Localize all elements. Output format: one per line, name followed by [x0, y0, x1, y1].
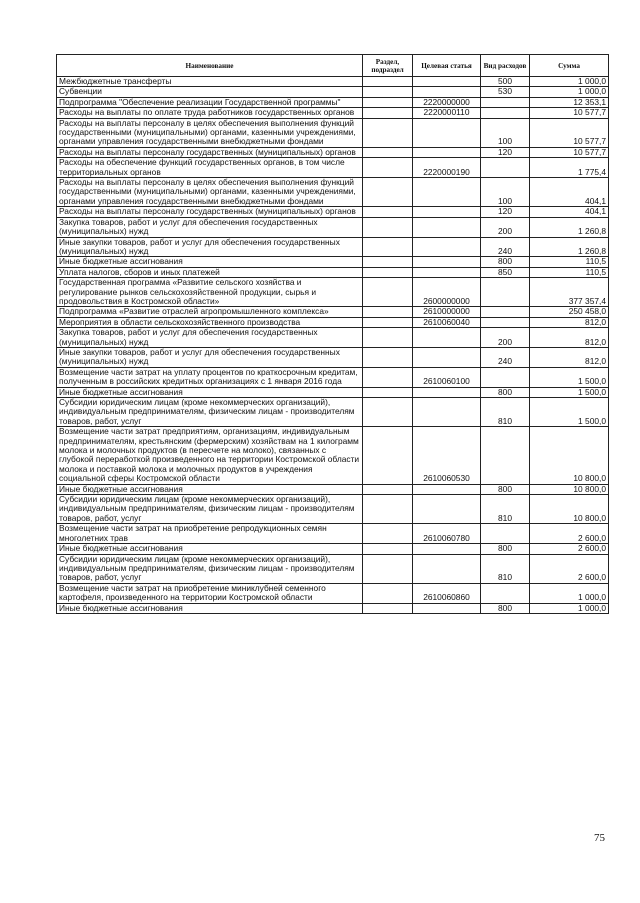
cell-section — [363, 328, 413, 348]
table-row — [57, 207, 609, 217]
cell-name: Возмещение части затрат на уплату процентов по краткосрочным кредитам, полученным в российских кредитных организациях с 1 января 2016 года — [57, 367, 363, 387]
cell-name: Субсидии юридическим лицам (кроме некоммерческих организаций), индивидуальным предпринимателям, физическим лицам - производителям товаров, работ, услуг — [57, 554, 363, 583]
cell-section — [363, 118, 413, 147]
table-row — [57, 307, 609, 317]
cell-expense-type — [481, 317, 530, 327]
cell-name: Мероприятия в области сельскохозяйственного производства — [57, 317, 363, 327]
table-row — [57, 118, 609, 147]
cell-name: Иные бюджетные ассигнования — [57, 544, 363, 554]
cell-expense-type: 810 — [481, 398, 530, 427]
cell-sum: 10 577,7 — [530, 147, 609, 157]
cell-sum: 1 260,8 — [530, 217, 609, 237]
table-row — [57, 544, 609, 554]
cell-sum: 12 353,1 — [530, 97, 609, 107]
cell-section — [363, 603, 413, 613]
cell-expense-type: 240 — [481, 347, 530, 367]
cell-article — [413, 77, 481, 87]
cell-expense-type: 500 — [481, 77, 530, 87]
header-section: Раздел, подраздел — [363, 55, 413, 77]
cell-expense-type: 800 — [481, 257, 530, 267]
header-sum: Сумма — [530, 55, 609, 77]
cell-name: Государственная программа «Развитие сельского хозяйства и регулирование рынков сельскохозяйственной продукции, сырья и продовольствия в Костромской области» — [57, 278, 363, 307]
cell-sum: 404,1 — [530, 178, 609, 207]
table-header-row — [57, 55, 609, 77]
cell-sum: 1 500,0 — [530, 387, 609, 397]
cell-article — [413, 267, 481, 277]
cell-sum: 812,0 — [530, 317, 609, 327]
table-row — [57, 257, 609, 267]
cell-expense-type — [481, 367, 530, 387]
cell-article: 2220000000 — [413, 97, 481, 107]
cell-article — [413, 484, 481, 494]
cell-expense-type: 850 — [481, 267, 530, 277]
header-name: Наименование — [57, 55, 363, 77]
cell-section — [363, 544, 413, 554]
cell-expense-type — [481, 158, 530, 178]
cell-sum: 10 800,0 — [530, 427, 609, 484]
table-row — [57, 484, 609, 494]
cell-section — [363, 207, 413, 217]
cell-article: 2220000190 — [413, 158, 481, 178]
cell-name: Уплата налогов, сборов и иных платежей — [57, 267, 363, 277]
cell-section — [363, 257, 413, 267]
cell-expense-type: 200 — [481, 328, 530, 348]
cell-section — [363, 87, 413, 97]
table-row — [57, 158, 609, 178]
cell-sum: 110,5 — [530, 267, 609, 277]
cell-expense-type: 120 — [481, 147, 530, 157]
cell-expense-type — [481, 427, 530, 484]
cell-expense-type — [481, 583, 530, 603]
cell-sum: 10 577,7 — [530, 108, 609, 118]
cell-section — [363, 217, 413, 237]
cell-name: Субсидии юридическим лицам (кроме некоммерческих организаций), индивидуальным предпринимателям, физическим лицам - производителям товаров, работ, услуг — [57, 398, 363, 427]
cell-expense-type: 810 — [481, 495, 530, 524]
table-row — [57, 317, 609, 327]
cell-section — [363, 554, 413, 583]
cell-section — [363, 77, 413, 87]
cell-section — [363, 147, 413, 157]
cell-name: Иные бюджетные ассигнования — [57, 484, 363, 494]
cell-article: 2610060860 — [413, 583, 481, 603]
cell-name: Расходы на выплаты персоналу государственных (муниципальных) органов — [57, 147, 363, 157]
cell-section — [363, 367, 413, 387]
cell-name: Расходы на выплаты персоналу государственных (муниципальных) органов — [57, 207, 363, 217]
cell-name: Иные бюджетные ассигнования — [57, 257, 363, 267]
cell-sum: 2 600,0 — [530, 524, 609, 544]
cell-expense-type: 100 — [481, 178, 530, 207]
cell-section — [363, 278, 413, 307]
cell-expense-type: 530 — [481, 87, 530, 97]
cell-expense-type — [481, 108, 530, 118]
cell-sum: 10 577,7 — [530, 118, 609, 147]
cell-section — [363, 427, 413, 484]
cell-article — [413, 554, 481, 583]
cell-article: 2220000110 — [413, 108, 481, 118]
cell-name: Расходы на выплаты персоналу в целях обеспечения выполнения функций государственными (муниципальными) органами, казенными учреждениями, органами управления государственными внебюджетными фондами — [57, 178, 363, 207]
cell-sum: 1 000,0 — [530, 87, 609, 97]
table-row — [57, 147, 609, 157]
cell-article — [413, 387, 481, 397]
cell-sum: 2 600,0 — [530, 544, 609, 554]
cell-name: Субвенции — [57, 87, 363, 97]
table-row — [57, 328, 609, 348]
cell-name: Расходы на выплаты по оплате труда работников государственных органов — [57, 108, 363, 118]
cell-article — [413, 328, 481, 348]
cell-section — [363, 108, 413, 118]
cell-sum: 1 000,0 — [530, 583, 609, 603]
cell-sum: 812,0 — [530, 347, 609, 367]
cell-article — [413, 87, 481, 97]
cell-name: Иные закупки товаров, работ и услуг для обеспечения государственных (муниципальных) нужд — [57, 347, 363, 367]
table-row — [57, 583, 609, 603]
cell-name: Субсидии юридическим лицам (кроме некоммерческих организаций), индивидуальным предпринимателям, физическим лицам - производителям товаров, работ, услуг — [57, 495, 363, 524]
cell-name: Расходы на обеспечение функций государственных органов, в том числе территориальных органов — [57, 158, 363, 178]
table-row — [57, 398, 609, 427]
cell-article — [413, 178, 481, 207]
table-row — [57, 278, 609, 307]
table-row — [57, 427, 609, 484]
cell-article — [413, 544, 481, 554]
cell-article — [413, 347, 481, 367]
cell-article — [413, 495, 481, 524]
cell-name: Расходы на выплаты персоналу в целях обеспечения выполнения функций государственными (муниципальными) органами, казенными учреждениями, органами управления государственными внебюджетными фондами — [57, 118, 363, 147]
table-row — [57, 77, 609, 87]
cell-sum: 250 458,0 — [530, 307, 609, 317]
cell-section — [363, 97, 413, 107]
cell-article: 2610060530 — [413, 427, 481, 484]
table-row — [57, 178, 609, 207]
cell-sum: 2 600,0 — [530, 554, 609, 583]
cell-name: Иные бюджетные ассигнования — [57, 387, 363, 397]
cell-section — [363, 237, 413, 257]
cell-section — [363, 178, 413, 207]
cell-sum: 404,1 — [530, 207, 609, 217]
cell-expense-type: 800 — [481, 484, 530, 494]
cell-expense-type: 200 — [481, 217, 530, 237]
cell-section — [363, 267, 413, 277]
cell-section — [363, 387, 413, 397]
table-row — [57, 108, 609, 118]
cell-expense-type: 100 — [481, 118, 530, 147]
cell-name: Подпрограмма "Обеспечение реализации Государственной программы" — [57, 97, 363, 107]
cell-section — [363, 307, 413, 317]
cell-sum: 10 800,0 — [530, 484, 609, 494]
cell-section — [363, 347, 413, 367]
table-row — [57, 217, 609, 237]
cell-expense-type: 240 — [481, 237, 530, 257]
cell-sum: 110,5 — [530, 257, 609, 267]
cell-expense-type — [481, 97, 530, 107]
cell-sum: 1 000,0 — [530, 603, 609, 613]
cell-sum: 377 357,4 — [530, 278, 609, 307]
cell-article — [413, 147, 481, 157]
cell-expense-type: 800 — [481, 387, 530, 397]
cell-sum: 1 500,0 — [530, 367, 609, 387]
table-row — [57, 524, 609, 544]
table-row — [57, 387, 609, 397]
cell-expense-type: 810 — [481, 554, 530, 583]
cell-expense-type: 120 — [481, 207, 530, 217]
cell-sum: 812,0 — [530, 328, 609, 348]
cell-article: 2610060780 — [413, 524, 481, 544]
cell-article: 2610060040 — [413, 317, 481, 327]
cell-sum: 1 260,8 — [530, 237, 609, 257]
cell-name: Закупка товаров, работ и услуг для обеспечения государственных (муниципальных) нужд — [57, 217, 363, 237]
page-number: 75 — [594, 832, 605, 844]
table-row — [57, 267, 609, 277]
cell-expense-type — [481, 307, 530, 317]
cell-article — [413, 257, 481, 267]
cell-name: Иные закупки товаров, работ и услуг для обеспечения государственных (муниципальных) нужд — [57, 237, 363, 257]
table-row — [57, 495, 609, 524]
table-row — [57, 603, 609, 613]
cell-expense-type — [481, 278, 530, 307]
cell-article — [413, 217, 481, 237]
cell-sum: 1 500,0 — [530, 398, 609, 427]
cell-article — [413, 398, 481, 427]
cell-section — [363, 317, 413, 327]
table-row — [57, 367, 609, 387]
budget-table — [56, 54, 609, 614]
cell-sum: 1 000,0 — [530, 77, 609, 87]
table-row — [57, 97, 609, 107]
cell-article: 2610060100 — [413, 367, 481, 387]
cell-name: Возмещение части затрат на приобретение миниклубней семенного картофеля, произведенного на территории Костромской области — [57, 583, 363, 603]
header-expense-type: Вид расходов — [481, 55, 530, 77]
cell-section — [363, 398, 413, 427]
cell-section — [363, 583, 413, 603]
table-row — [57, 237, 609, 257]
table-body — [57, 77, 609, 614]
cell-name: Иные бюджетные ассигнования — [57, 603, 363, 613]
cell-article: 2600000000 — [413, 278, 481, 307]
cell-article — [413, 207, 481, 217]
cell-name: Закупка товаров, работ и услуг для обеспечения государственных (муниципальных) нужд — [57, 328, 363, 348]
cell-article: 2610000000 — [413, 307, 481, 317]
header-article: Целевая статья — [413, 55, 481, 77]
table-row — [57, 554, 609, 583]
cell-expense-type — [481, 524, 530, 544]
cell-section — [363, 524, 413, 544]
cell-expense-type: 800 — [481, 544, 530, 554]
cell-section — [363, 495, 413, 524]
cell-article — [413, 603, 481, 613]
cell-expense-type: 800 — [481, 603, 530, 613]
cell-sum: 10 800,0 — [530, 495, 609, 524]
cell-section — [363, 484, 413, 494]
cell-name: Подпрограмма «Развитие отраслей агропромышленного комплекса» — [57, 307, 363, 317]
cell-name: Возмещение части затрат на приобретение репродукционных семян многолетних трав — [57, 524, 363, 544]
table-row — [57, 87, 609, 97]
table-row — [57, 347, 609, 367]
cell-sum: 1 775,4 — [530, 158, 609, 178]
cell-section — [363, 158, 413, 178]
cell-name: Межбюджетные трансферты — [57, 77, 363, 87]
cell-name: Возмещение части затрат предприятиям, организациям, индивидуальным предпринимателям, крестьянским (фермерским) хозяйствам на 1 килограмм молока и молочных продуктов (в пересчете на молоко), связанных с глубокой переработкой произведенного на территории Костромской области молока и поставкой молока и молочных продуктов в учреждения социальной сферы Костромской области — [57, 427, 363, 484]
cell-article — [413, 237, 481, 257]
cell-article — [413, 118, 481, 147]
